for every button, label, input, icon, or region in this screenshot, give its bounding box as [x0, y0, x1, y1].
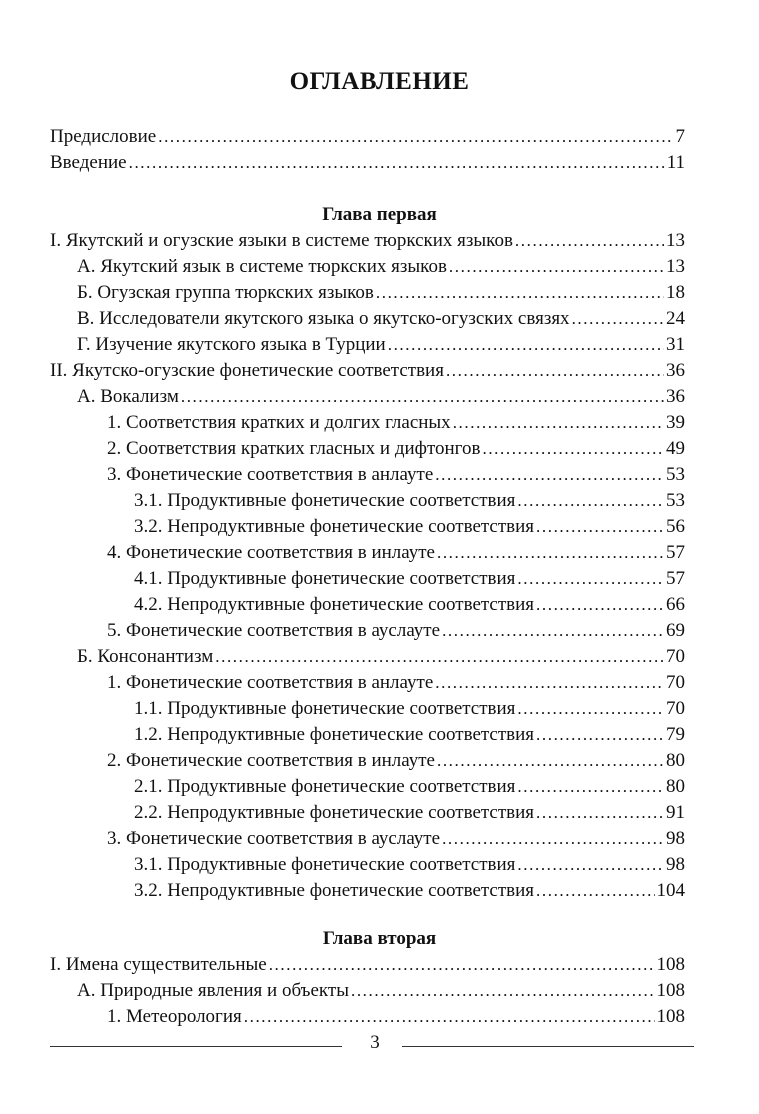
leader-dots: [351, 978, 655, 1004]
leader-dots: [536, 592, 664, 618]
toc-entry[interactable]: [50, 358, 685, 384]
toc-entry-introduction[interactable]: [50, 150, 685, 176]
toc-entry-label: 3. Фонетические соответствия в ауслауте: [107, 828, 441, 849]
toc-entry-page: 53: [666, 490, 685, 511]
toc-entry[interactable]: [77, 384, 685, 410]
toc-entry[interactable]: [107, 826, 685, 852]
toc-entry-label: Г. Изучение якутского языка в Турции: [77, 334, 386, 355]
toc-entry[interactable]: [134, 514, 685, 540]
toc-entry-label: 1.2. Непродуктивные фонетические соответствия: [134, 724, 535, 745]
leader-dots: [517, 488, 664, 514]
leader-dots: [437, 540, 664, 566]
toc-entry-page: 91: [666, 802, 685, 823]
leader-dots: [453, 410, 664, 436]
toc-entry-label: В. Исследователи якутского языка о якутско-огузских связях: [77, 308, 570, 329]
leader-dots: [446, 358, 664, 384]
toc-entry-label: 3.2. Непродуктивные фонетические соответствия: [134, 880, 535, 901]
toc-entry-label: 5. Фонетические соответствия в ауслауте: [107, 620, 441, 641]
toc-entry-page: 108: [656, 980, 685, 1001]
toc-entry-label: 1. Фонетические соответствия в анлауте: [107, 672, 434, 693]
toc-entry-label: Б. Огузская группа тюркских языков: [77, 282, 374, 303]
leader-dots: [536, 800, 664, 826]
toc-entry-page: 79: [666, 724, 685, 745]
leader-dots: [482, 436, 664, 462]
leader-dots: [572, 306, 664, 332]
toc-entry[interactable]: [134, 488, 685, 514]
toc-entry-page: 7: [675, 126, 685, 147]
toc-entry-label: 2. Фонетические соответствия в инлауте: [107, 750, 435, 771]
leader-dots: [517, 852, 664, 878]
toc-entry-page: 108: [656, 954, 685, 975]
toc-entry-page: 36: [666, 360, 685, 381]
toc-entry[interactable]: [77, 644, 685, 670]
toc-entry[interactable]: [134, 696, 685, 722]
toc-entry[interactable]: [77, 306, 685, 332]
chapter-heading: Глава первая: [322, 204, 437, 225]
toc-entry-label: Предисловие: [50, 126, 157, 147]
toc-entry-label: А. Вокализм: [77, 386, 179, 407]
leader-dots: [517, 566, 664, 592]
toc-entry[interactable]: [77, 280, 685, 306]
toc-entry-label: 1. Метеорология: [107, 1006, 242, 1027]
toc-entry-page: 13: [666, 256, 685, 277]
toc-entry-page: 53: [666, 464, 685, 485]
toc-entry-page: 80: [666, 750, 685, 771]
toc-entry-page: 80: [666, 776, 685, 797]
leader-dots: [442, 618, 664, 644]
toc-entry-page: 36: [666, 386, 685, 407]
toc-entry-label: 4. Фонетические соответствия в инлауте: [107, 542, 435, 563]
toc-entry[interactable]: [77, 978, 685, 1004]
leader-dots: [515, 228, 664, 254]
leader-dots: [376, 280, 664, 306]
leader-dots: [129, 150, 665, 176]
toc-entry-label: Б. Консонантизм: [77, 646, 214, 667]
leader-dots: [442, 826, 664, 852]
toc-entry[interactable]: [107, 540, 685, 566]
toc-entry[interactable]: [134, 592, 685, 618]
toc-entry-label: А. Природные явления и объекты: [77, 980, 349, 1001]
toc-entry[interactable]: [107, 1004, 685, 1030]
toc-entry[interactable]: [107, 618, 685, 644]
toc-entry-preface[interactable]: [50, 124, 685, 150]
leader-dots: [517, 696, 664, 722]
toc-entry[interactable]: [50, 952, 685, 978]
toc-entry-label: 3.2. Непродуктивные фонетические соответствия: [134, 516, 535, 537]
toc-entry-page: 98: [666, 854, 685, 875]
toc-entry-label: 2.2. Непродуктивные фонетические соответствия: [134, 802, 535, 823]
toc-entry[interactable]: [107, 410, 685, 436]
toc-entry-page: 57: [666, 542, 685, 563]
toc-entry[interactable]: [77, 332, 685, 358]
toc-entry-page: 108: [656, 1006, 685, 1027]
chapter-heading: Глава вторая: [322, 928, 437, 949]
toc-entry-label: I. Якутский и огузские языки в системе тюркских языков: [50, 230, 513, 251]
toc-entry-label: 4.1. Продуктивные фонетические соответствия: [134, 568, 516, 589]
toc-entry-label: I. Имена существительные: [50, 954, 267, 975]
toc-entry-page: 98: [666, 828, 685, 849]
toc-entry-page: 70: [666, 672, 685, 693]
toc-entry-label: 2. Соответствия кратких гласных и дифтонгов: [107, 438, 481, 459]
toc-entry-label: 1. Соответствия кратких и долгих гласных: [107, 412, 451, 433]
toc-entry[interactable]: [50, 228, 685, 254]
toc-entry[interactable]: [134, 852, 685, 878]
toc-entry-label: 3.1. Продуктивные фонетические соответствия: [134, 854, 516, 875]
toc-entry[interactable]: [107, 748, 685, 774]
toc-entry[interactable]: [134, 722, 685, 748]
toc-entry-label: 1.1. Продуктивные фонетические соответствия: [134, 698, 516, 719]
toc-entry-page: 49: [666, 438, 685, 459]
toc-entry-label: II. Якутско-огузские фонетические соответствия: [50, 360, 444, 381]
page-number: 3: [370, 1032, 380, 1053]
toc-entry-page: 31: [666, 334, 685, 355]
leader-dots: [215, 644, 664, 670]
toc-entry[interactable]: [134, 878, 685, 904]
leader-dots: [269, 952, 655, 978]
leader-dots: [517, 774, 664, 800]
toc-entry-label: А. Якутский язык в системе тюркских языков: [77, 256, 447, 277]
leader-dots: [181, 384, 664, 410]
toc-entry[interactable]: [107, 670, 685, 696]
toc-entry-page: 70: [666, 698, 685, 719]
leader-dots: [435, 462, 664, 488]
leader-dots: [536, 514, 664, 540]
leader-dots: [244, 1004, 655, 1030]
toc-entry-page: 18: [666, 282, 685, 303]
toc-entry[interactable]: [107, 462, 685, 488]
toc-entry-label: 2.1. Продуктивные фонетические соответствия: [134, 776, 516, 797]
toc-entry[interactable]: [107, 436, 685, 462]
leader-dots: [435, 670, 664, 696]
toc-entry-page: 39: [666, 412, 685, 433]
toc-entry-page: 56: [666, 516, 685, 537]
toc-entry-page: 66: [666, 594, 685, 615]
toc-entry[interactable]: [134, 566, 685, 592]
footer-rule-right: [402, 1046, 694, 1047]
toc-entry[interactable]: [77, 254, 685, 280]
toc-entry-page: 24: [666, 308, 685, 329]
toc-entry-label: Введение: [50, 152, 127, 173]
toc-entry[interactable]: [134, 774, 685, 800]
leader-dots: [158, 124, 673, 150]
toc-entry-page: 69: [666, 620, 685, 641]
leader-dots: [449, 254, 664, 280]
toc-entry-page: 70: [666, 646, 685, 667]
toc-entry-page: 13: [666, 230, 685, 251]
toc-entry-label: 3. Фонетические соответствия в анлауте: [107, 464, 434, 485]
leader-dots: [536, 722, 664, 748]
leader-dots: [388, 332, 664, 358]
toc-entry[interactable]: [134, 800, 685, 826]
toc-entry-page: 11: [666, 152, 685, 173]
toc-entry-page: 104: [656, 880, 685, 901]
toc-entry-page: 57: [666, 568, 685, 589]
leader-dots: [536, 878, 654, 904]
leader-dots: [437, 748, 664, 774]
toc-title: ОГЛАВЛЕНИЕ: [289, 68, 470, 95]
toc-entry-label: 4.2. Непродуктивные фонетические соответствия: [134, 594, 535, 615]
footer-rule-left: [50, 1046, 342, 1047]
toc-entry-label: 3.1. Продуктивные фонетические соответствия: [134, 490, 516, 511]
